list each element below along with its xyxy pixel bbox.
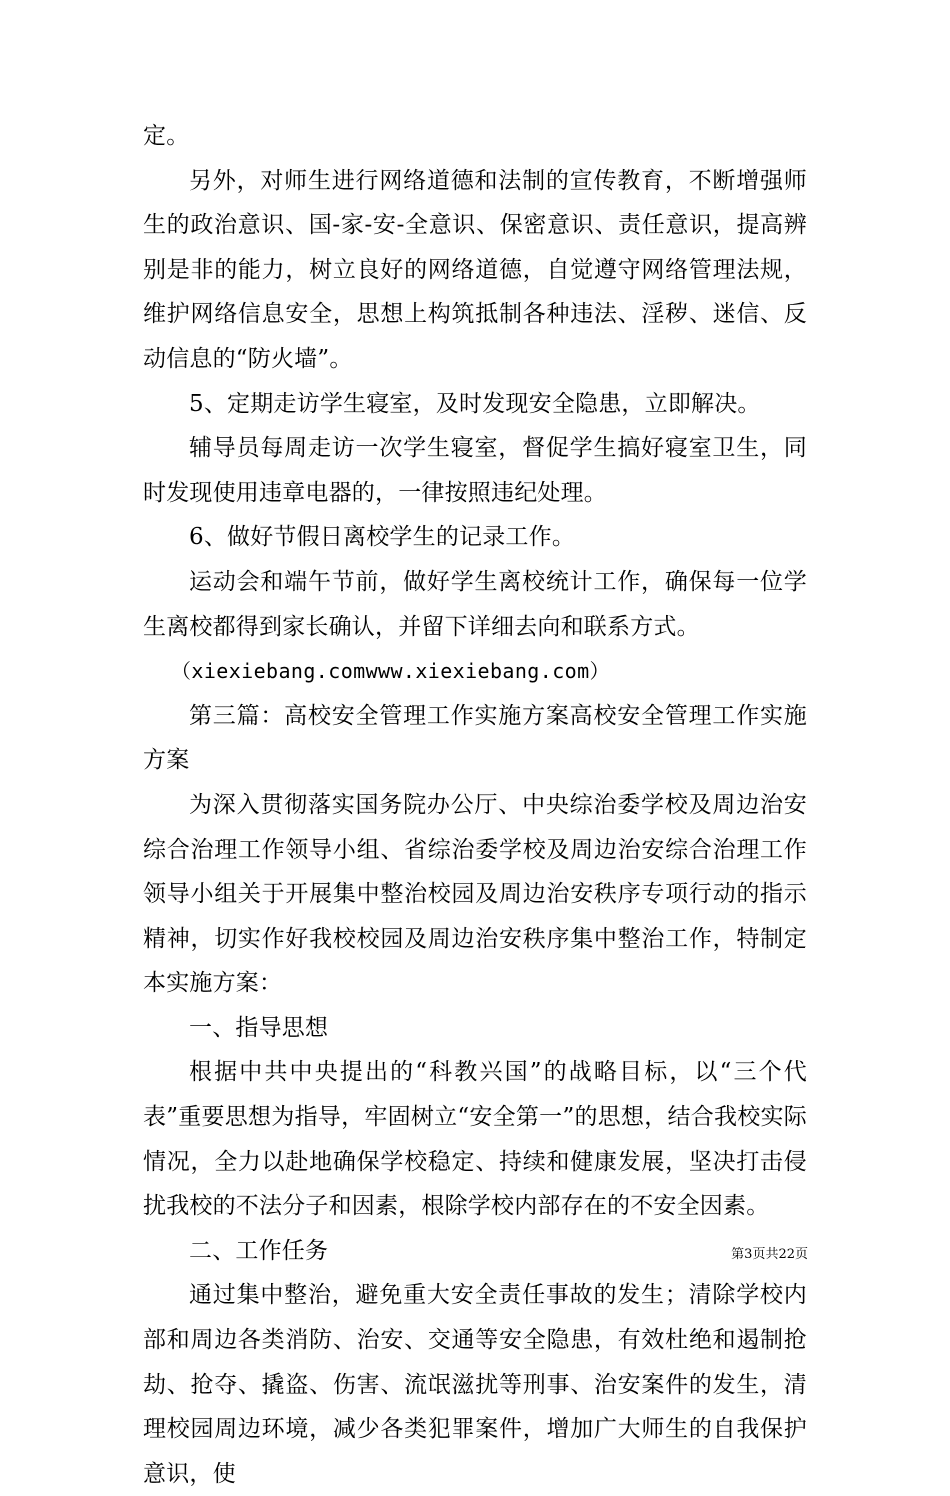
paragraph: 辅导员每周走访一次学生寝室，督促学生搞好寝室卫生，同时发现使用违章电器的，一律按照违纪处理。: [143, 435, 807, 506]
paragraph: 另外，对师生进行网络道德和法制的宣传教育，不断增强师生的政治意识、国-家-安-全意识、保密意识、责任意识，提高辨别是非的能力，树立良好的网络道德，自觉遵守网络管理法规，维护网络信息安全，思想上构筑抵制各种违法、淫秽、迷信、反动信息的“防火墙”。: [143, 167, 807, 372]
paragraph: 运动会和端午节前，做好学生离校统计工作，确保每一位学生离校都得到家长确认，并留下详细去向和联系方式。: [143, 568, 807, 640]
document-body: [143, 114, 807, 1496]
source-url: （xiexiebang.comwww.xiexiebang.com）: [171, 659, 610, 684]
paragraph: 为深入贯彻落实国务院办公厅、中央综治委学校及周边治安综合治理工作领导小组、省综治委学校及周边治安综合治理工作领导小组关于开展集中整治校园及周边治安秩序专项行动的指示精神，切实作好我校校园及周边治安秩序集中整治工作，特制定本实施方案：: [143, 791, 807, 997]
chapter-title: 第三篇：高校安全管理工作实施方案高校安全管理工作实施方案: [143, 702, 807, 774]
section-heading: 5、定期走访学生寝室，及时发现安全隐患，立即解决。: [189, 390, 761, 417]
paragraph: 根据中共中央提出的“科教兴国”的战略目标，以“三个代表”重要思想为指导，牢固树立“安全第一”的思想，结合我校实际情况，全力以赴地确保学校稳定、持续和健康发展，坚决打击侵扰我校的不法分子和因素，根除学校内部存在的不安全因素。: [143, 1059, 807, 1220]
paragraph: 定。: [143, 123, 190, 149]
paragraph: 通过集中整治，避免重大安全责任事故的发生；清除学校内部和周边各类消防、治安、交通等安全隐患，有效杜绝和遏制抢劫、抢夺、撬盗、伤害、流氓滋扰等刑事、治安案件的发生，清理校园周边环境，减少各类犯罪案件，增加广大师生的自我保护意识，使: [143, 1282, 807, 1487]
section-heading: 二、工作任务: [189, 1237, 329, 1264]
section-heading: 一、指导思想: [189, 1014, 329, 1041]
section-heading: 6、做好节假日离校学生的记录工作。: [189, 524, 576, 551]
page-number-footer: 第3页共22页: [731, 1247, 808, 1262]
